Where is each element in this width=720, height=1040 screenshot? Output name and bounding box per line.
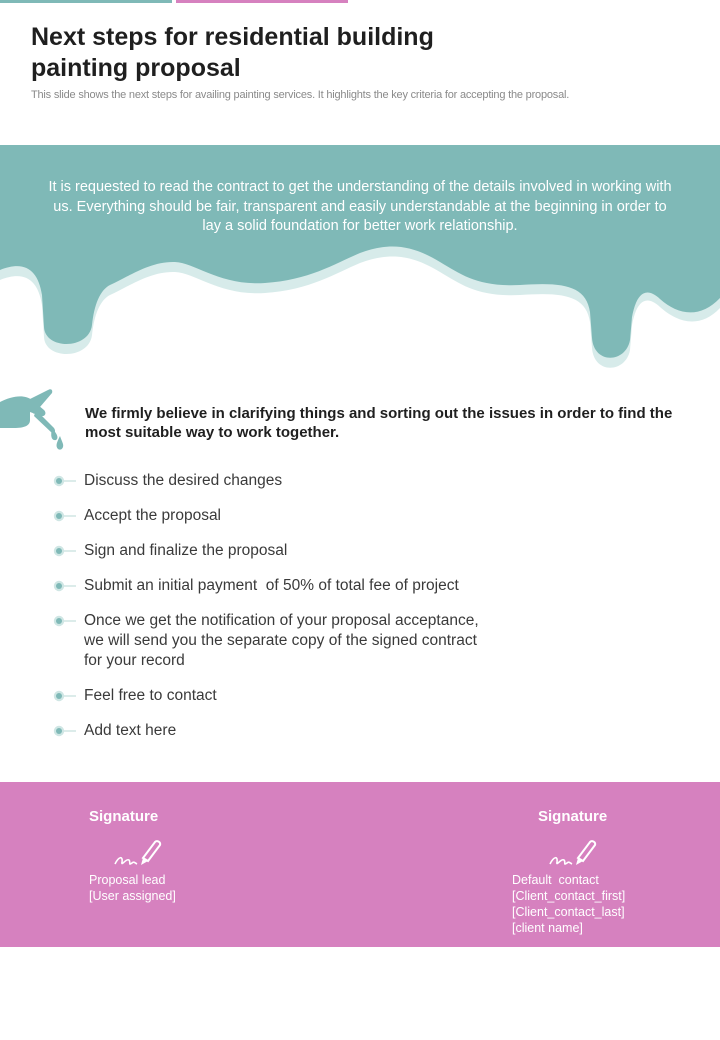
paintbrush-hand-icon: [0, 384, 78, 462]
bullet-dot-icon: [53, 580, 77, 592]
step-text: Discuss the desired changes: [84, 472, 283, 489]
top-accent-bar-teal: [0, 0, 172, 3]
steps-list: [53, 471, 573, 756]
banner-text: It is requested to read the contract to get the understanding of the details involved in working with us. Everything should be fair, transparent and easily understandable at the beginning in order to lay a solid foundation for better work relationship.: [48, 179, 672, 234]
step-text: Add text here: [84, 722, 177, 739]
top-accent-bar-pink: [176, 0, 348, 3]
signature-line: [Client_contact_last]: [512, 905, 625, 919]
bullet-dot-icon: [53, 725, 77, 737]
signature-line: [Client_contact_first]: [512, 889, 626, 903]
step-text: Sign and finalize the proposal: [84, 542, 288, 559]
list-item: [53, 611, 494, 671]
fountain-pen-signature-icon: [113, 836, 163, 872]
fountain-pen-signature-icon: [548, 836, 598, 872]
step-text: Feel free to contact: [84, 687, 217, 704]
signature-line: [User assigned]: [89, 889, 176, 903]
step-text: Submit an initial payment of 50% of total fee of project: [84, 577, 459, 594]
list-item: [53, 471, 573, 491]
bullet-dot-icon: [53, 545, 77, 557]
list-item: [53, 686, 573, 706]
list-item: [53, 576, 573, 596]
list-item: [53, 541, 573, 561]
bullet-dot-icon: [53, 690, 77, 702]
signature-block-right: [512, 808, 712, 936]
lead-statement: We firmly believe in clarifying things and sorting out the issues in order to find the most suitable way to work together.: [85, 405, 673, 441]
signature-line: Default contact: [512, 873, 599, 887]
step-text: Once we get the notification of your proposal acceptance, we will send you the separate copy of the signed contract for your record: [84, 612, 479, 669]
signature-title: Signature: [89, 808, 159, 825]
step-text: Accept the proposal: [84, 507, 222, 524]
page-title: Next steps for residential building painting proposal: [31, 23, 434, 82]
signature-block-left: [89, 808, 289, 904]
page-subtitle: This slide shows the next steps for availing painting services. It highlights the key criteria for accepting the proposal.: [31, 89, 570, 101]
list-item: [53, 506, 573, 526]
bullet-dot-icon: [53, 475, 77, 487]
bullet-dot-icon: [53, 615, 77, 627]
bullet-dot-icon: [53, 510, 77, 522]
signature-line: Proposal lead: [89, 873, 166, 887]
signature-line: [client name]: [512, 921, 583, 935]
list-item: [53, 721, 573, 741]
signature-title: Signature: [538, 808, 608, 825]
